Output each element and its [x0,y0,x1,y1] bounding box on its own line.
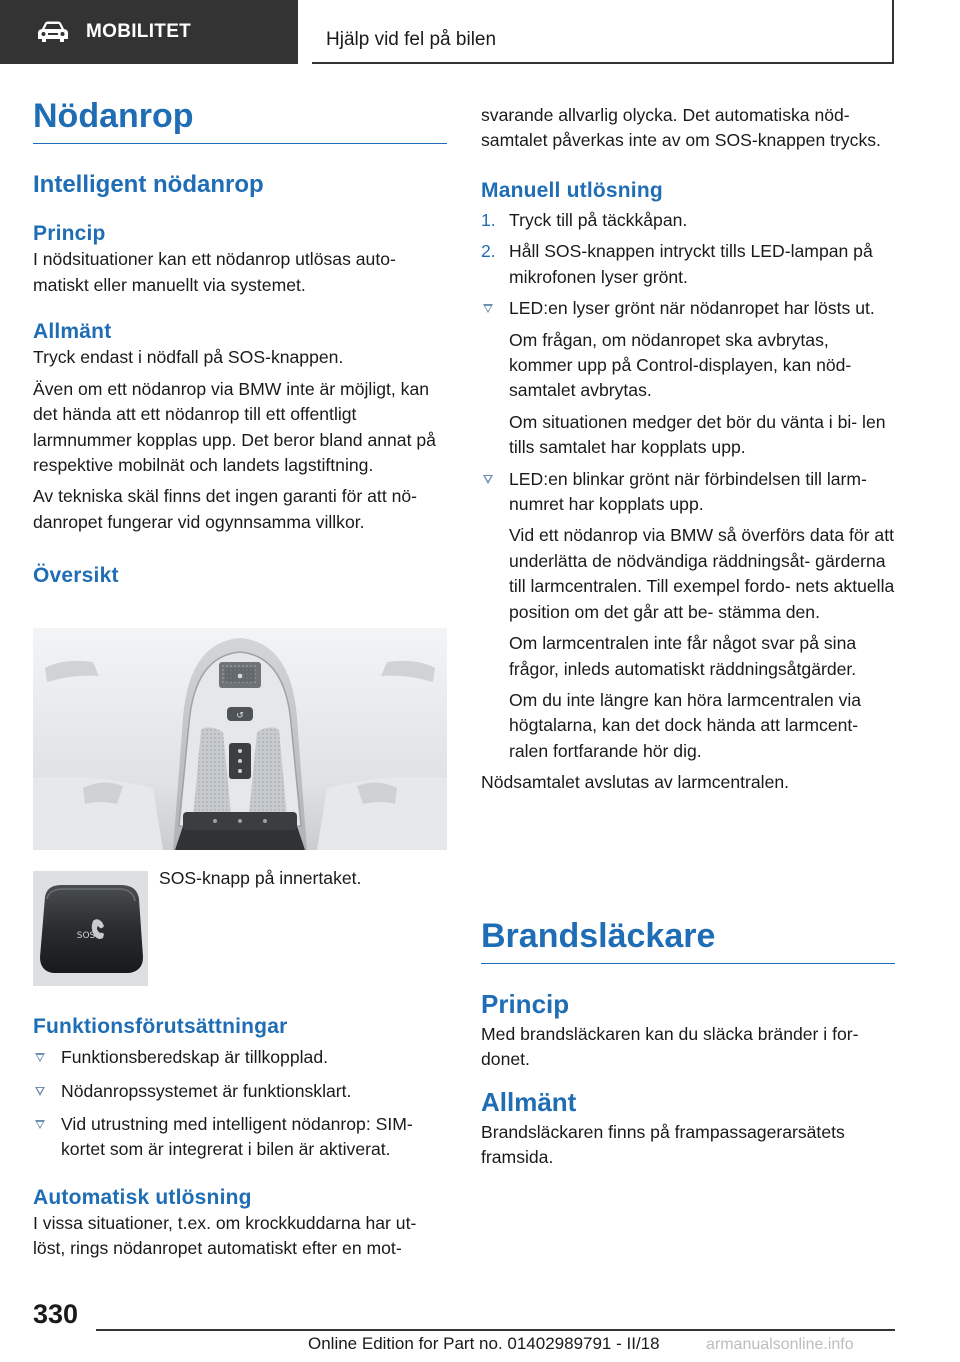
oversikt-heading: Översikt [33,564,119,588]
princip-heading: Princip [33,222,106,246]
chapter-title: Hjälp vid fel på bilen [326,29,497,50]
triangle-down-icon [35,1087,45,1096]
allmant2-text: Brandsläckaren finns på frampassagerarsätets framsida. [481,1121,845,1167]
subtitle: Intelligent nödanrop [33,171,264,199]
manuell-heading: Manuell utlösning [481,178,663,202]
triangle-down-icon [35,1120,45,1129]
car-front-icon [36,20,70,44]
allmant-p2: Även om ett nödanrop via BMW inte är möjligt, kan det hända att ett nödanrop till ett offentligt larmnummer kopplas upp. Det beror bland annat på respektive mobilnät och landets lagstiftning. [33,378,436,475]
triangle-down-icon [35,1053,45,1062]
section-label: MOBILITET [86,21,192,42]
princip-text: I nödsituationer kan ett nödanrop utlösas auto‐ matiskt eller manuellt via systemet. [33,249,396,295]
sos-caption: SOS-knapp på innertaket. [159,868,362,888]
continued-text: svarande allvarlig olycka. Det automatiska nöd‐ samtalet påverkas inte av om SOS-knappen trycks. [481,105,881,151]
princip2-heading: Princip [481,989,570,1020]
step-2: 2. Håll SOS-knappen intryckt tills LED-lampan på mikrofonen lyser grönt. [481,241,873,287]
step-1: 1. Tryck till på täckkåpan. [481,210,688,230]
allmant-p1: Tryck endast i nödfall på SOS-knappen. [33,347,344,368]
auto-heading: Automatisk utlösning [33,1185,252,1209]
funk-item-2: Nödanropssystemet är funktionsklart. [33,1079,447,1104]
triangle-down-icon [483,475,493,484]
brandslackare-title: Brandsläckare [481,918,895,964]
allmant2-heading: Allmänt [481,1087,577,1118]
funk-heading: Funktionsförutsättningar [33,1015,288,1038]
right-column-lower [481,918,895,1170]
svg-text:↺: ↺ [236,711,244,721]
sos-button-label: SOS [76,931,96,941]
ceiling-console-image [33,628,447,850]
footer-divider [96,1329,895,1331]
left-column [33,98,447,588]
end-text: Nödsamtalet avslutas av larmcentralen. [481,772,790,793]
princip2-text: Med brandsläckaren kan du släcka bränder i for‐ donet. [481,1023,859,1069]
sos-button-image [33,871,148,986]
auto-text: I vissa situationer, t.ex. om krockkuddarna har ut‐ löst, rings nödanropet automatiskt efter en mot‐ [33,1213,417,1259]
section-tab [0,0,298,64]
funk-item-1: Funktionsberedskap är tillkopplad. [33,1045,447,1070]
page-title: Nödanrop [33,98,447,144]
funk-item-3: Vid utrustning med intelligent nödanrop: SIM- kortet som är integrerat i bilen är aktiverat. [33,1112,447,1163]
right-column [481,103,895,796]
bullet-led-green: LED:en lyser grönt när nödanropet har lösts ut. Om frågan, om nödanropet ska avbrytas, kommer upp på Control-displayen, kan nöd‐ samtalet avbrytas. Om situationen medger det bör du vänta i bi‐ len tills samtalet har kopplats upp. [481,296,895,460]
chapter-box [312,0,894,64]
allmant-heading: Allmänt [33,320,112,344]
triangle-down-icon [483,304,493,313]
watermark: armanualsonline.info [706,1336,854,1353]
page-number: 330 [33,1299,79,1329]
allmant-p3: Av tekniska skäl finns det ingen garanti för att nö‐ danropet fungerar vid ogynnsamma villkor. [33,486,418,532]
left-column-lower [33,1014,447,1262]
edition-text: Online Edition for Part no. 01402989791 - II/18 [308,1334,660,1353]
bullet-led-blink: LED:en blinkar grönt när förbindelsen till larm‐ numret har kopplats upp. Vid ett nödanrop via BMW så överförs data för att underlätta de nödvändiga räddningsåt‐ gärderna till larmcentralen. Till exempel fordo‐ nets aktuella position om det går att be‐ stämma den. Om larmcentralen inte får något svar på sina frågor, inleds automatiskt räddningsåtgärder. Om du inte längre kan höra larmcentralen via högtalarna, kan det dock hända att larmcent‐ ralen fortfarande hör dig. [481,467,895,764]
